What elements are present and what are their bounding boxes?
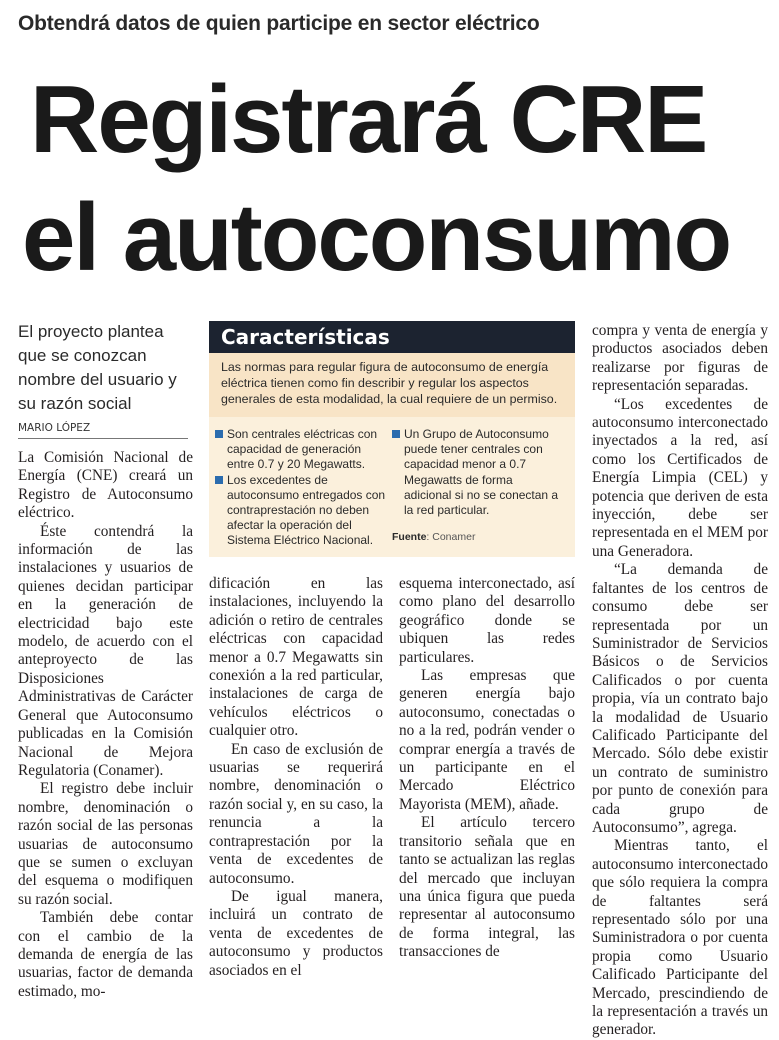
bullet-square-icon	[392, 430, 400, 438]
bullet-text: Son centrales eléctricas con capacidad de generación entre 0.7 y 20 Megawatts.	[227, 427, 378, 472]
source-value: : Conamer	[426, 531, 476, 544]
column-3	[399, 575, 575, 980]
paragraph: Éste contendrá la información de las instalaciones y usuarios de quienes decidan participar en la generación de electricidad bajo este modelo, de acuerdo con el anteproyecto de las Disposiciones Administrativas de Carácter General que Autoconsumo publicadas en la Comisión Nacional de Mejora Regulatoria (Conamer).	[18, 522, 193, 779]
headline-line-1: Registrará CRE	[30, 66, 707, 173]
column-2	[209, 575, 383, 980]
kicker: Obtendrá datos de quien participe en sector eléctrico	[18, 12, 540, 35]
paragraph: La Comisión Nacional de Energía (CNE) creará un Registro de Autoconsumo eléctrico.	[18, 449, 193, 522]
bullet-item	[215, 427, 386, 473]
paragraph: esquema interconectado, así como plano del desarrollo geográfico donde se ubiquen las redes particulares.	[399, 575, 575, 666]
byline: MARIO LÓPEZ	[18, 422, 91, 434]
paragraph: En caso de exclusión de usuarias se requerirá nombre, denominación o razón social y, en su caso, la renuncia a la contraprestación por la venta de excedentes de autoconsumo.	[209, 740, 383, 887]
paragraph: “Los excedentes de autoconsumo interconectado inyectados a la red, así como los Certificados de Energía Limpia (CEL) y potencia que deriven de esta inyección, debe ser representada en el MEM por una Generadora.	[592, 395, 768, 560]
bullet-square-icon	[215, 430, 223, 438]
box-intro: Las normas para regular figura de autoconsumo de energía eléctrica tienen como fin describir y regular los aspectos generales de esta modalidad, la cual requiere de un permiso.	[209, 353, 575, 417]
characteristics-box	[209, 321, 575, 557]
paragraph: Las empresas que generen energía bajo autoconsumo, conectadas o no a la red, podrán vender o comprar energía a través de un participante en el Mercado Eléctrico Mayorista (MEM), añade.	[399, 667, 575, 813]
paragraph: El artículo tercero transitorio señala que en tanto se actualizan las reglas del mercado que incluyan una única figura que pueda representar al autoconsumo de forma integral, las transacciones de	[399, 814, 575, 961]
divider	[18, 438, 188, 439]
bullet-text: Un Grupo de Autoconsumo puede tener centrales con capacidad menor a 0.7 Megawatts de forma adicional si no se conectan a la red particular.	[404, 427, 559, 518]
bullet-text: Los excedentes de autoconsumo entregados con contraprestación no deben afectar la operación del Sistema Eléctrico Nacional.	[227, 472, 386, 548]
middle-area	[209, 321, 575, 980]
paragraph: También debe contar con el cambio de la demanda de energía de las usuarias, factor de demanda estimado, mo-	[18, 909, 193, 1000]
bullet-square-icon	[215, 476, 223, 484]
paragraph: El registro debe incluir nombre, denominación o razón social de las personas usuarias de autoconsumo que se sumen o excluyan del esquema o modifiquen su razón social.	[18, 780, 193, 908]
column-4	[592, 322, 768, 1040]
paragraph: compra y venta de energía y productos asociados deben realizarse por figuras de representación separadas.	[592, 322, 768, 395]
column-1	[18, 449, 193, 1001]
box-title: Características	[209, 321, 575, 353]
bullet-item	[392, 427, 563, 518]
left-column	[18, 320, 196, 1001]
bullet-item	[215, 473, 386, 549]
paragraph: dificación en las instalaciones, incluyendo la adición o retiro de centrales eléctricas con capacidad menor a 0.7 Megawatts sin conexión a la red particular, instalaciones de carga de vehículos eléctricos o cualquier otro.	[209, 575, 383, 740]
headline-line-2: el autoconsumo	[22, 184, 731, 291]
paragraph: “La demanda de faltantes de los centros de consumo debe ser representada por un Suministrador de Servicios Básicos o de Servicios Calificados o por cuenta propia, vía un contrato bajo la modalidad de Usuario Calificado Participante del Mercado. Sólo debe existir un contrato de suministro por punto de conexión para cada grupo de Autoconsumo”, agrega.	[592, 561, 768, 836]
paragraph: De igual manera, incluirá un contrato de venta de excedentes de autoconsumo y productos asociados en el	[209, 887, 383, 979]
deck: El proyecto plantea que se conozcan nombre del usuario y su razón social	[18, 322, 177, 413]
source-label: Fuente	[392, 531, 427, 544]
source-credit	[392, 530, 563, 545]
paragraph: Mientras tanto, el autoconsumo interconectado que sólo requiera la compra de faltantes será representado sólo por una Suministradora o por cuenta propia como Usuario Calificado Participante del Mercado, prescindiendo de la representación a través un generador.	[592, 837, 768, 1039]
